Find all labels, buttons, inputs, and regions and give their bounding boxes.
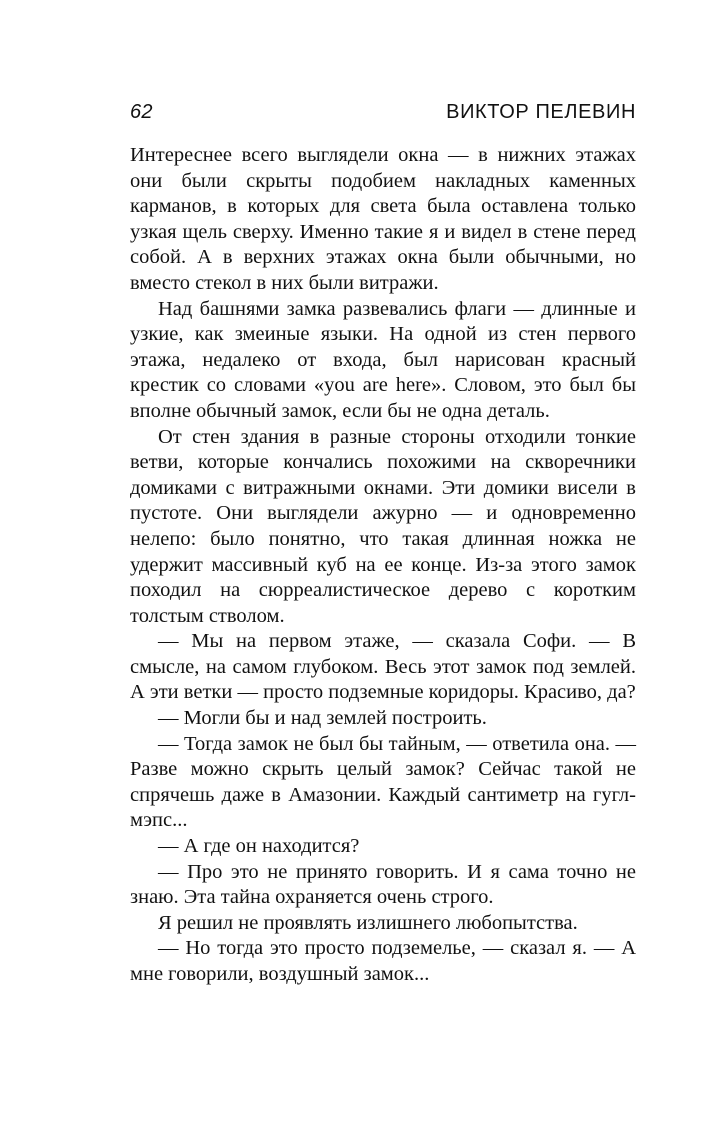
page-number: 62 [130, 101, 153, 123]
book-page [130, 0, 636, 1122]
dialogue-paragraph: — А где он находится? [158, 835, 360, 858]
paragraph: От стен здания в разные стороны отходили тонкие ветви, которые кончались похожими на скворечники домиками с витражными окнами. Эти домики висели в пустоте. Они выглядели ажурно — и одновременно нелепо: было понятно, что такая длинная ножка не удержит массивный куб на ее конце. Из-за этого замок походил на сюрреалистическое дерево с коротким толстым стволом. [130, 425, 636, 627]
paragraph: Над башнями замка развевались флаги — длинные и узкие, как змеиные языки. На одной из стен первого этажа, недалеко от входа, был нарисован красный крестик со словами «you are here». Словом, это был бы вполне обычный замок, если бы не одна деталь. [130, 297, 636, 422]
dialogue-paragraph: — Могли бы и над землей построить. [158, 707, 487, 730]
dialogue-paragraph: — Мы на первом этаже, — сказала Софи. — В смысле, на самом глубоком. Весь этот замок под землей. А эти ветки — просто подземные коридоры. Красиво, да? [130, 630, 636, 704]
dialogue-paragraph: — Но тогда это просто подземелье, — сказал я. — А мне говорили, воздушный замок... [130, 937, 636, 985]
page-header [130, 101, 636, 131]
running-head-author: ВИКТОР ПЕЛЕВИН [446, 101, 636, 123]
paragraph: Я решил не проявлять излишнего любопытства. [158, 911, 578, 934]
body-text [130, 143, 636, 988]
dialogue-paragraph: — Тогда замок не был бы тайным, — ответила она. — Разве можно скрыть целый замок? Сейчас такой не спрячешь даже в Амазонии. Каждый сантиметр на гугл-мэпс... [130, 732, 636, 832]
paragraph: Интереснее всего выглядели окна — в нижних этажах они были скрыты подобием накладных каменных карманов, в которых для света была оставлена только узкая щель сверху. Именно такие я и видел в стене перед собой. А в верхних этажах окна были обычными, но вместо стекол в них были витражи. [130, 144, 636, 294]
dialogue-paragraph: — Про это не принято говорить. И я сама точно не знаю. Эта тайна охраняется очень строго. [130, 860, 636, 909]
